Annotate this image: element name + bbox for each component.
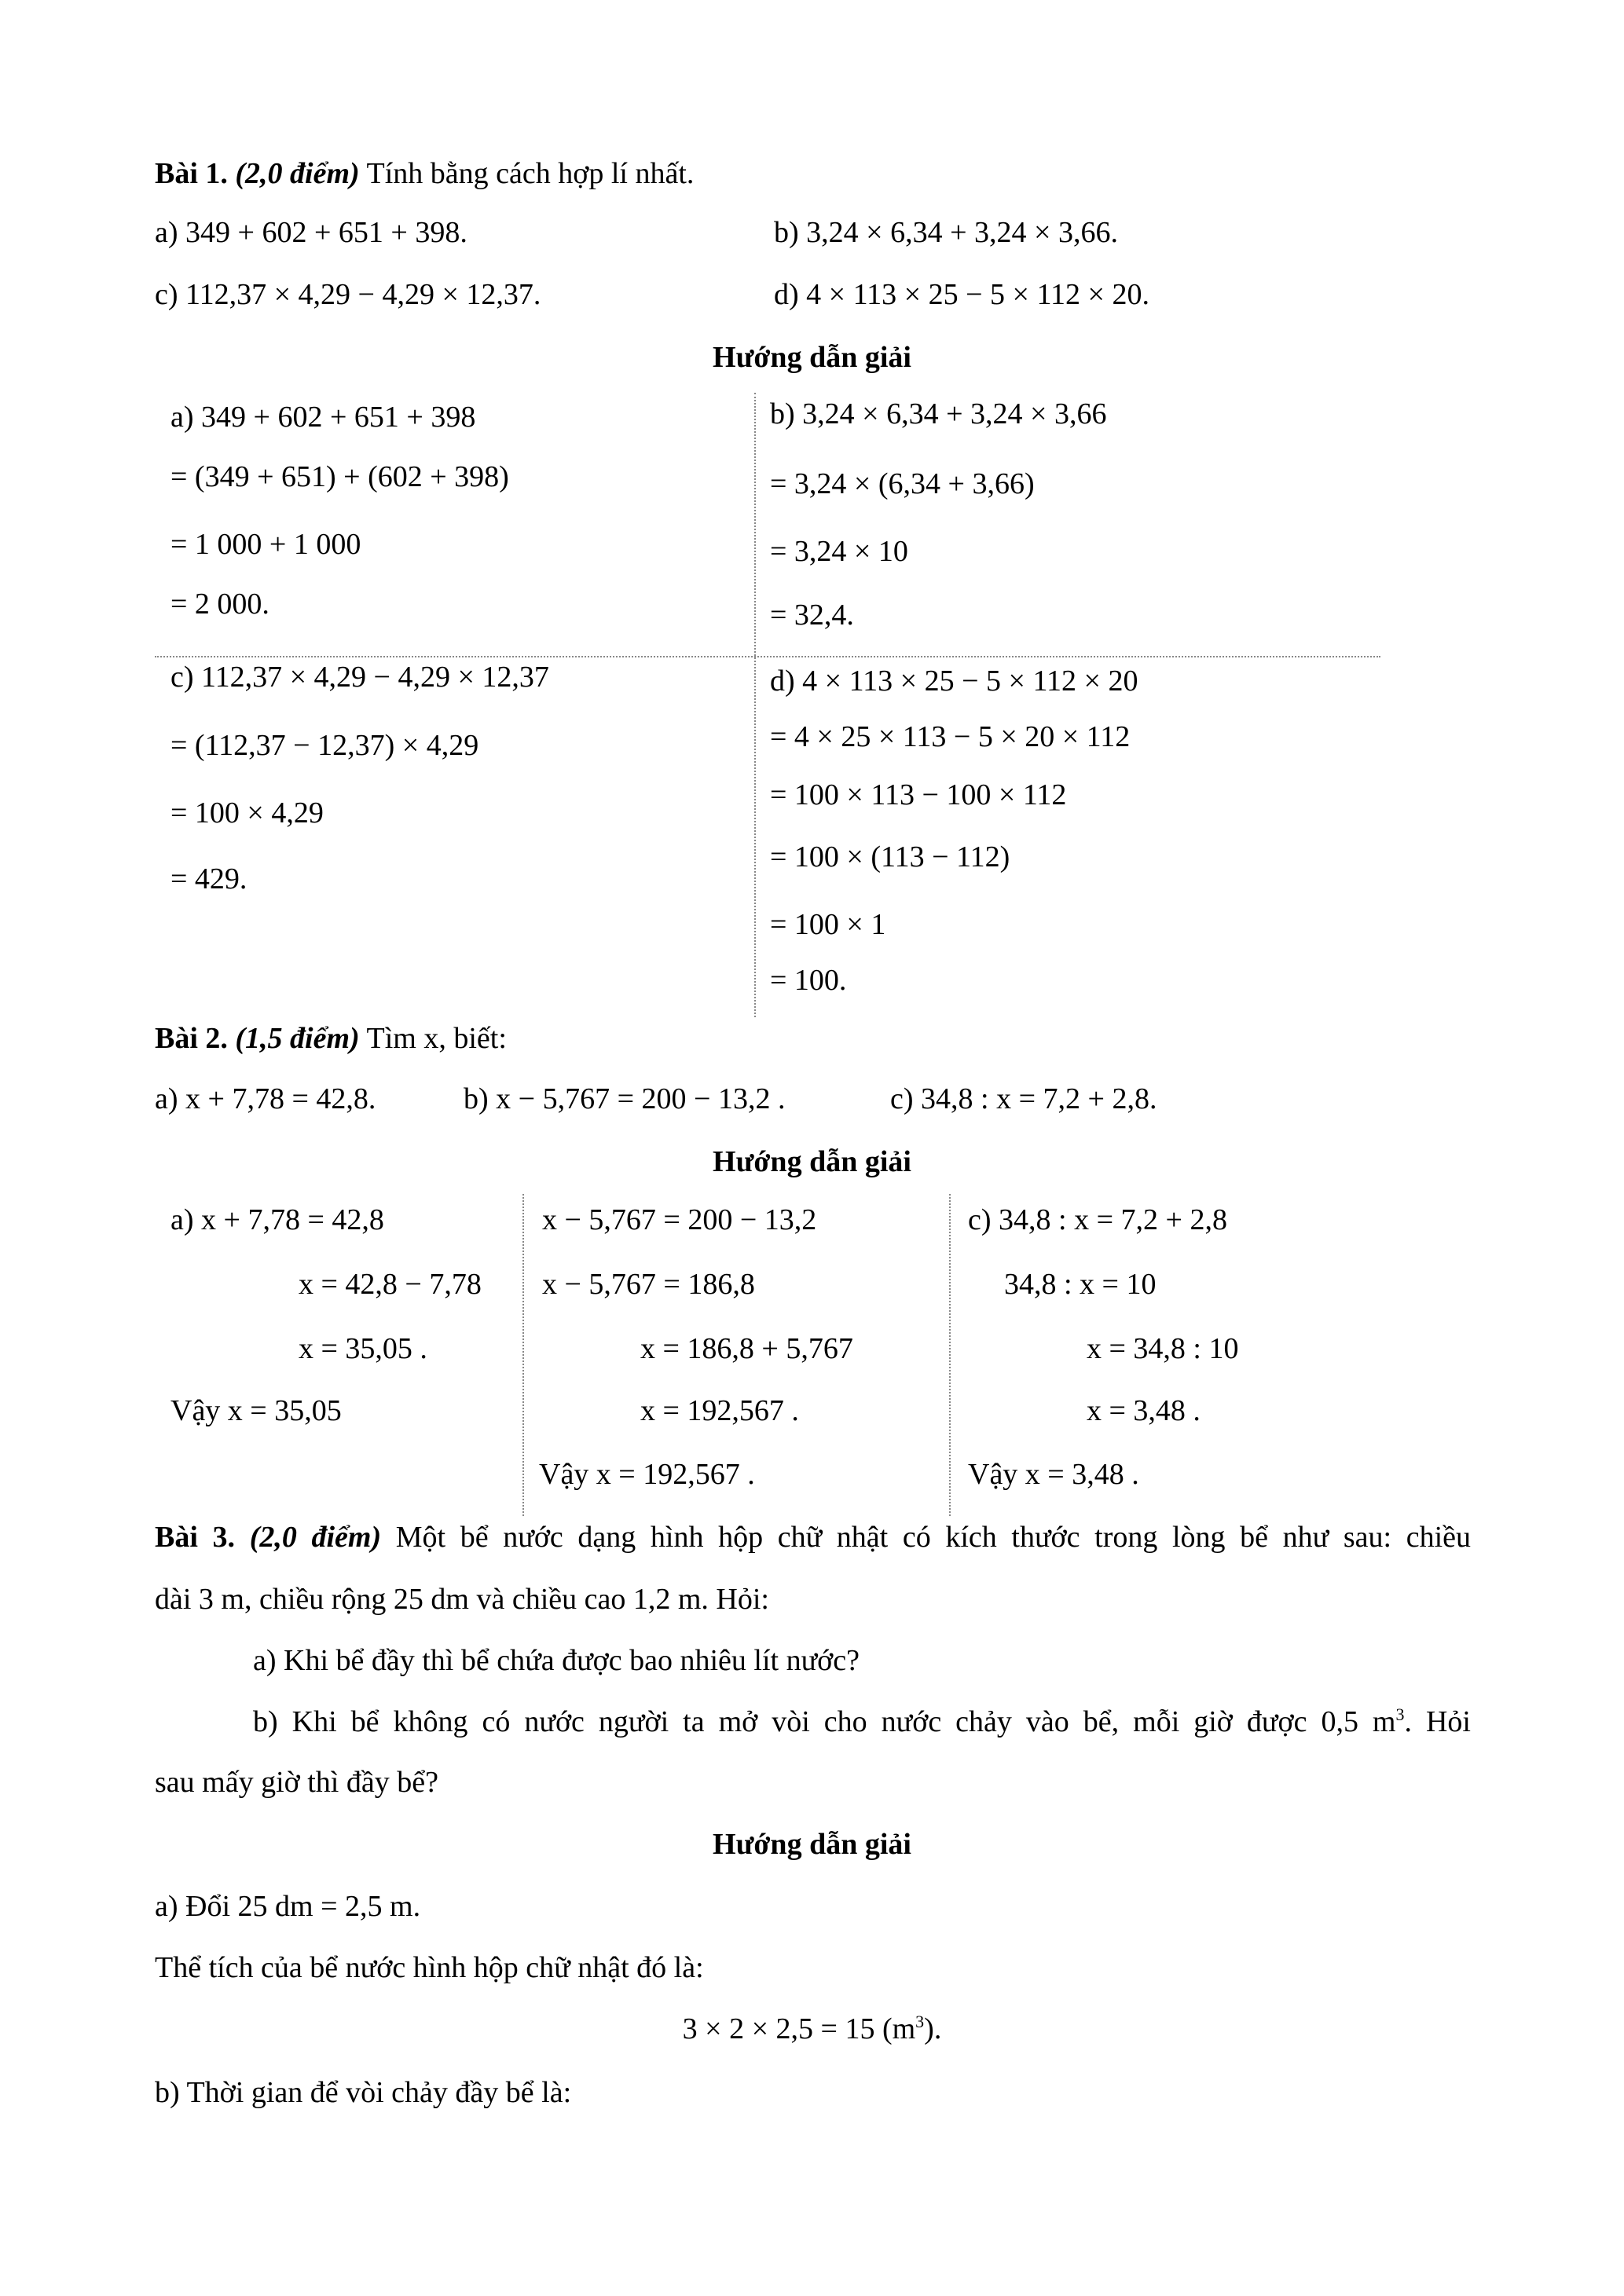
bai2-sol-c-line-3: x = 34,8 : 10 bbox=[1087, 1332, 1239, 1365]
bai1-sol-c-line-3: = 100 × 4,29 bbox=[170, 796, 324, 829]
bai1-sol-a-line-1: a) 349 + 602 + 651 + 398 bbox=[170, 401, 476, 434]
bai2-item-b: b) x − 5,767 = 200 − 13,2 . bbox=[464, 1082, 786, 1115]
bai2-sol-b-line-5: Vậy x = 192,567 . bbox=[539, 1458, 755, 1491]
bai1-item-a: a) 349 + 602 + 651 + 398. bbox=[155, 216, 467, 249]
bai3-question-b-end: . Hỏi bbox=[1404, 1705, 1471, 1738]
bai1-item-c: c) 112,37 × 4,29 − 4,29 × 12,37. bbox=[155, 278, 541, 311]
bai3-guide-heading: Hướng dẫn giải bbox=[713, 1828, 911, 1861]
bai1-sol-b-line-2: = 3,24 × (6,34 + 3,66) bbox=[770, 467, 1035, 500]
bai2-prompt: Tìm x, biết: bbox=[366, 1022, 507, 1055]
bai1-sol-d-line-6: = 100. bbox=[770, 964, 847, 997]
bai2-sol-a-line-2: x = 42,8 − 7,78 bbox=[299, 1268, 482, 1301]
bai1-sol-c-line-4: = 429. bbox=[170, 862, 247, 895]
bai3-sol-formula-exponent: 3 bbox=[915, 2012, 925, 2031]
bai2-sol-b-line-3: x = 186,8 + 5,767 bbox=[640, 1332, 853, 1365]
bai2-guide-heading: Hướng dẫn giải bbox=[713, 1145, 911, 1178]
bai2-heading bbox=[155, 1023, 507, 1053]
bai3-sol-line-2: Thể tích của bể nước hình hộp chữ nhật đó là: bbox=[155, 1951, 704, 1984]
bai3-question-b bbox=[253, 1707, 1471, 1737]
bai1-sol-b-line-4: = 32,4. bbox=[770, 599, 854, 632]
bai1-sol-a-line-2: = (349 + 651) + (602 + 398) bbox=[170, 460, 509, 493]
bai2-sol-a-line-3: x = 35,05 . bbox=[299, 1332, 427, 1365]
bai3-prompt-1: Một bể nước dạng hình hộp chữ nhật có kích thước trong lòng bể như sau: chiều bbox=[395, 1521, 1472, 1554]
bai2-divider-1 bbox=[522, 1194, 524, 1516]
bai1-sol-c-line-1: c) 112,37 × 4,29 − 4,29 × 12,37 bbox=[170, 661, 549, 694]
bai1-sol-d-line-5: = 100 × 1 bbox=[770, 908, 886, 941]
bai2-sol-c-line-4: x = 3,48 . bbox=[1087, 1394, 1201, 1427]
bai1-sol-a-line-3: = 1 000 + 1 000 bbox=[170, 528, 361, 561]
bai1-sol-b-line-3: = 3,24 × 10 bbox=[770, 535, 908, 568]
bai3-question-b-exponent: 3 bbox=[1395, 1705, 1405, 1724]
bai2-sol-c-line-2: 34,8 : x = 10 bbox=[1004, 1268, 1157, 1301]
bai1-heading bbox=[155, 159, 694, 189]
bai3-heading bbox=[155, 1522, 1471, 1552]
bai3-sol-formula-text: 3 × 2 × 2,5 = 15 (m bbox=[682, 2012, 916, 2045]
bai3-title: Bài 3. bbox=[155, 1521, 236, 1554]
bai1-sol-a-line-4: = 2 000. bbox=[170, 588, 269, 621]
bai1-guide-heading: Hướng dẫn giải bbox=[713, 341, 911, 374]
bai3-sol-line-4: b) Thời gian để vòi chảy đầy bể là: bbox=[155, 2076, 572, 2109]
bai2-sol-a-line-4: Vậy x = 35,05 bbox=[170, 1394, 342, 1427]
bai2-item-c: c) 34,8 : x = 7,2 + 2,8. bbox=[890, 1082, 1157, 1115]
bai1-divider-horizontal bbox=[155, 656, 1380, 657]
bai3-sol-line-1: a) Đổi 25 dm = 2,5 m. bbox=[155, 1890, 421, 1923]
bai3-sol-formula-end: ). bbox=[924, 2012, 942, 2045]
bai1-prompt: Tính bằng cách hợp lí nhất. bbox=[366, 157, 695, 190]
bai2-sol-c-line-5: Vậy x = 3,48 . bbox=[968, 1458, 1139, 1491]
bai3-question-a: a) Khi bể đầy thì bể chứa được bao nhiêu lít nước? bbox=[253, 1644, 860, 1677]
bai2-item-a: a) x + 7,78 = 42,8. bbox=[155, 1082, 376, 1115]
bai1-sol-d-line-4: = 100 × (113 − 112) bbox=[770, 840, 1010, 873]
bai1-item-d: d) 4 × 113 × 25 − 5 × 112 × 20. bbox=[774, 278, 1149, 311]
bai2-sol-c-line-1: c) 34,8 : x = 7,2 + 2,8 bbox=[968, 1203, 1227, 1236]
bai1-sol-d-line-3: = 100 × 113 − 100 × 112 bbox=[770, 778, 1067, 811]
bai3-points: (2,0 điểm) bbox=[249, 1521, 382, 1554]
bai3-prompt-2: dài 3 m, chiều rộng 25 dm và chiều cao 1,2 m. Hỏi: bbox=[155, 1583, 769, 1616]
bai3-question-b-text: b) Khi bể không có nước người ta mở vòi cho nước chảy vào bể, mỗi giờ được 0,5 m bbox=[253, 1705, 1396, 1738]
bai1-divider-vertical bbox=[754, 393, 756, 1017]
bai2-sol-b-line-2: x − 5,767 = 186,8 bbox=[542, 1268, 755, 1301]
bai2-title: Bài 2. bbox=[155, 1022, 228, 1055]
bai3-question-b-cont: sau mấy giờ thì đầy bể? bbox=[155, 1766, 438, 1799]
bai1-title: Bài 1. bbox=[155, 157, 228, 190]
bai1-sol-d-line-2: = 4 × 25 × 113 − 5 × 20 × 112 bbox=[770, 720, 1131, 753]
bai1-sol-d-line-1: d) 4 × 113 × 25 − 5 × 112 × 20 bbox=[770, 665, 1138, 698]
bai1-sol-c-line-2: = (112,37 − 12,37) × 4,29 bbox=[170, 729, 479, 762]
bai3-sol-formula bbox=[0, 2014, 1624, 2044]
bai2-points: (1,5 điểm) bbox=[235, 1022, 360, 1055]
bai2-sol-b-line-1: x − 5,767 = 200 − 13,2 bbox=[542, 1203, 817, 1236]
bai1-sol-b-line-1: b) 3,24 × 6,34 + 3,24 × 3,66 bbox=[770, 397, 1107, 430]
bai2-divider-2 bbox=[949, 1194, 951, 1516]
bai2-sol-a-line-1: a) x + 7,78 = 42,8 bbox=[170, 1203, 384, 1236]
bai2-sol-b-line-4: x = 192,567 . bbox=[640, 1394, 799, 1427]
bai1-item-b: b) 3,24 × 6,34 + 3,24 × 3,66. bbox=[774, 216, 1118, 249]
bai1-points: (2,0 điểm) bbox=[235, 157, 360, 190]
